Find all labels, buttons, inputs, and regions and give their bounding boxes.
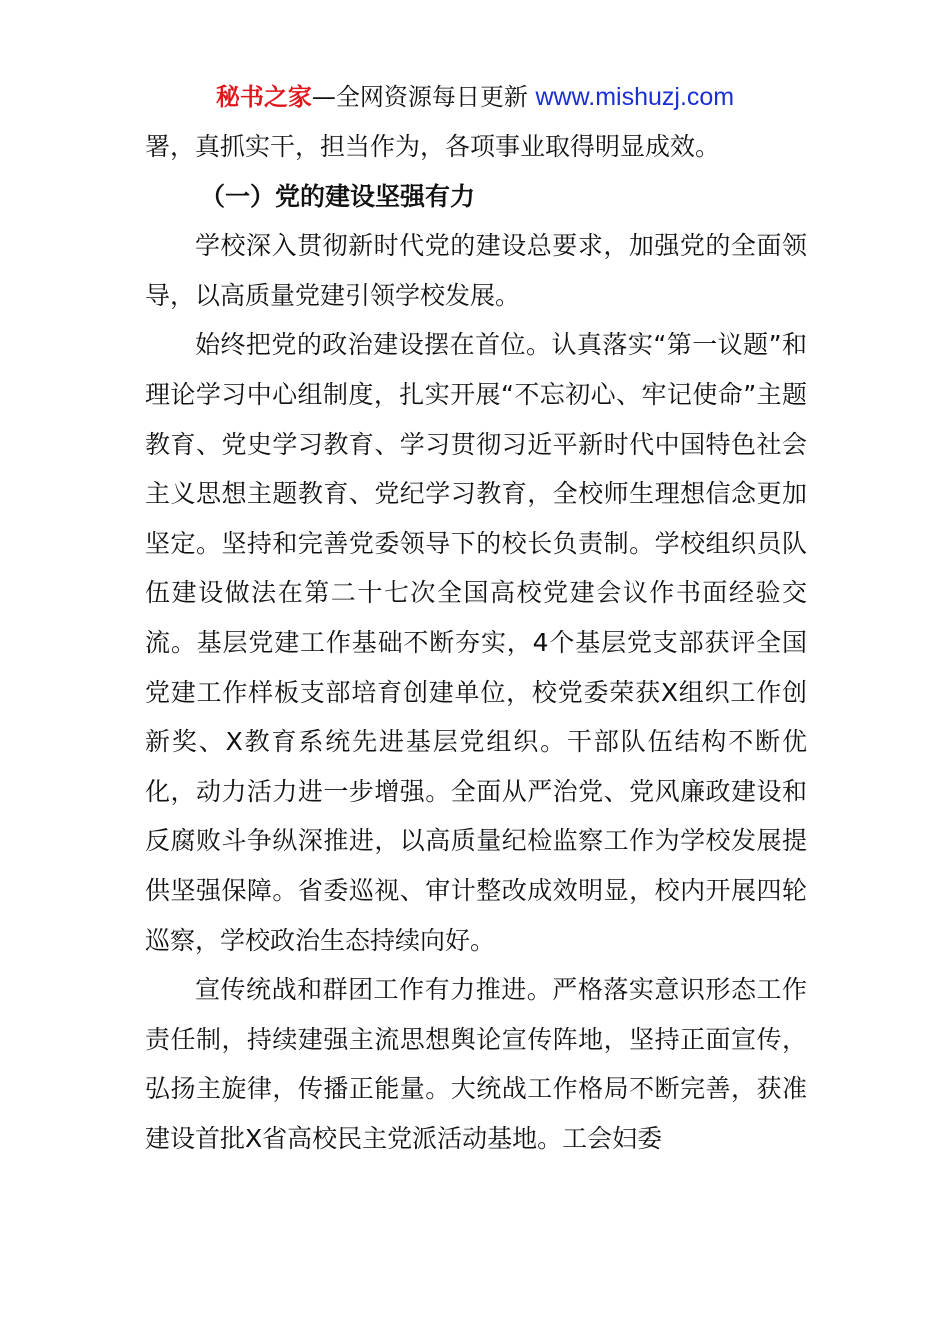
site-url: www.mishuzj.com [535,83,735,111]
section-heading: （一）党的建设坚强有力 [200,181,476,211]
brand-name: 秘书之家 [215,83,312,111]
body-paragraph-publicity-united-front: 宣传统战和群团工作有力推进。严格落实意识形态工作责任制，持续建强主流思想舆论宣传阵地，坚持正面宣传，弘扬主旋律，传播正能量。大统战工作格局不断完善，获准建设首批X省高校民主党派活动基地。工会妇委 [145,975,807,1153]
brand-tagline: —全网资源每日更新 [311,83,528,111]
site-watermark-header [0,82,950,112]
body-paragraph-political-building: 始终把党的政治建设摆在首位。认真落实“第一议题”和理论学习中心组制度，扎实开展“不忘初心、牢记使命”主题教育、党史学习教育、学习贯彻习近平新时代中国特色社会主义思想主题教育、党纪学习教育，全校师生理想信念更加坚定。坚持和完善党委领导下的校长负责制。学校组织员队伍建设做法在第二十七次全国高校党建会议作书面经验交流。基层党建工作基础不断夯实，4个基层党支部获评全国党建工作样板支部培育创建单位，校党委荣获X组织工作创新奖、X教育系统先进基层党组织。干部队伍结构不断优化，动力活力进一步增强。全面从严治党、党风廉政建设和反腐败斗争纵深推进，以高质量纪检监察工作为学校发展提供坚强保障。省委巡视、审计整改成效明显，校内开展四轮巡察，学校政治生态持续向好。 [145,330,807,955]
document-body [145,122,807,1163]
body-paragraph-intro: 学校深入贯彻新时代党的建设总要求，加强党的全面领导，以高质量党建引领学校发展。 [145,231,807,310]
continuation-paragraph: 署，真抓实干，担当作为，各项事业取得明显成效。 [145,132,721,161]
